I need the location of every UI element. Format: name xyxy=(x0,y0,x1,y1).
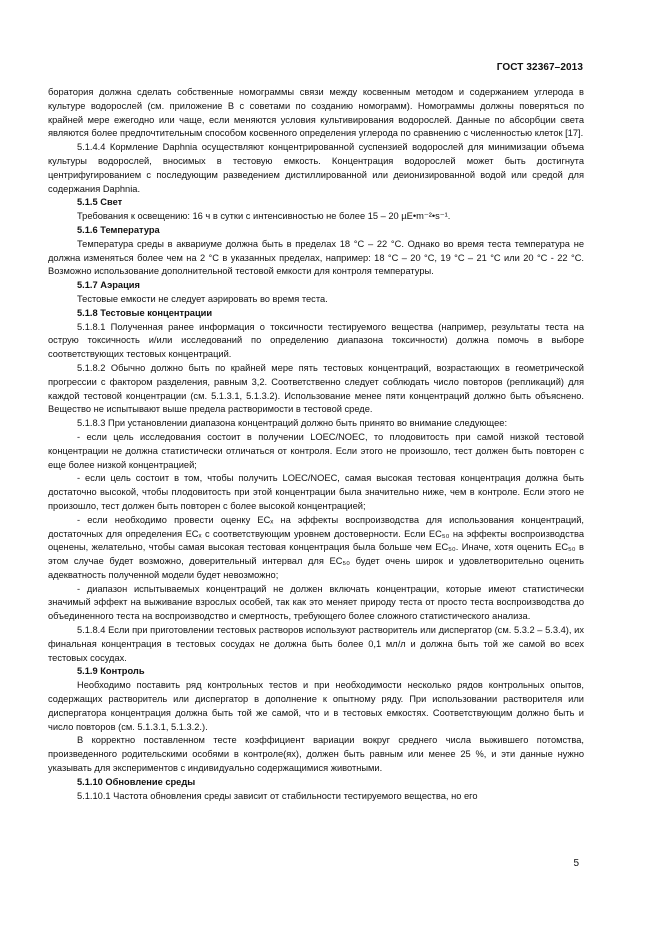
paragraph: Тестовые емкости не следует аэрировать во время теста. xyxy=(77,293,328,304)
paragraph: 5.1.8.2 Обычно должно быть по крайней мере пять тестовых концентраций, возрастающих в геометрической прогрессии с фактором разделения, равным 3,2. Соответственно следует соблюдать число повторов (репликаций) для каждой тестовой концентрации (см. 5.1.3.1, 5.1.3.2). Использование менее пяти концентраций должно быть объяснено. Вещество не испытывают выше предела растворимости в тестовой среде. xyxy=(48,362,584,415)
paragraph: боратория должна сделать собственные номограммы связи между косвенным методом и содержанием углерода в культуре водорослей (см. приложение В с советами по созданию номограмм). Номограммы должны поверяться по крайней мере ежегодно или чаще, если меняются условия культивирования водорослей. Данные по абсорбции света являются более предпочтительным способом косвенного определения углерода по сравнению с численностью клеток [17]. xyxy=(48,87,584,139)
document-body xyxy=(48,86,584,803)
paragraph: Температура среды в аквариуме должна быть в пределах 18 °С – 22 °С. Однако во время теста температура не должна изменяться более чем на 2 °С в указанных пределах, например: 18 °С – 20 °С, 19 °С – 21 °С или 20 °С - 22 °С. Возможно использование дополнительной тестовой емкости для контроля температуры. xyxy=(48,238,584,277)
section-heading: 5.1.5 Свет xyxy=(77,197,123,208)
paragraph: 5.1.10.1 Частота обновления среды зависит от стабильности тестируемого вещества, но его xyxy=(77,790,478,801)
section-heading: 5.1.7 Аэрация xyxy=(77,280,140,291)
paragraph: Требования к освещению: 16 ч в сутки с интенсивностью не более 15 – 20 µЕ•m⁻²•s⁻¹. xyxy=(77,211,451,222)
standard-header: ГОСТ 32367–2013 xyxy=(496,62,583,73)
section-heading: 5.1.10 Обновление среды xyxy=(77,776,196,787)
paragraph: 5.1.8.4 Если при приготовлении тестовых растворов используют растворитель или диспергатор (см. 5.3.2 – 5.3.4), их финальная концентрация в тестовых сосудах не должна быть более 0,1 мл/л и должна быть той же самой во всех тестовых сосудах. xyxy=(48,625,584,663)
paragraph: 5.1.8.3 При установлении диапазона концентраций должно быть принято во внимание следующее: xyxy=(77,418,508,429)
list-item: - если цель состоит в том, чтобы получить LOEC/NOEC, самая высокая тестовая концентрация должна быть достаточно высокой, чтобы плодовитость при этой концентрации была значительно ниже, чем в контроле. Если этого не произошло, тест должен быть повторен с более высокой концентрацией; xyxy=(48,473,584,511)
list-item: - диапазон испытываемых концентраций не должен включать концентрации, которые имеют статистически значимый эффект на выживание взрослых особей, так как это меняет природу теста от просто теста воспроизводства до объединенного теста на воспроизводство и смертность, требующего более сложного статистического анализа. xyxy=(48,583,584,622)
page-number: 5 xyxy=(573,858,579,869)
paragraph: Необходимо поставить ряд контрольных тестов и при необходимости несколько рядов контрольных опытов, содержащих растворитель или диспергатор в дополнение к опытному ряду. При использовании растворителя или диспергатора концентрация должна быть той же самой, что и в тестовых емкостях. Соответствующим должно быть и число повторов (см. 5.1.3.1, 5.1.3.2.). xyxy=(48,680,584,732)
section-heading: 5.1.6 Температура xyxy=(77,224,160,235)
paragraph: 5.1.4.4 Кормление Daphnia осуществляют концентрированной суспензией водорослей для минимизации объема культуры водорослей, вносимых в тестовую емкость. Концентрация водорослей может быть достигнута центрифугированием с последующим разведением дистиллированной или деионизированной водой или средой для содержания Daphnia. xyxy=(48,142,584,194)
paragraph: В корректно поставленном тесте коэффициент вариации вокруг среднего числа выжившего потомства, произведенного родительскими особями в контроле(ях), должен быть равным или менее 25 %, и эти данные нужно указывать для экспериментов с индивидуально содержащимися животными. xyxy=(48,735,584,774)
list-item: - если цель исследования состоит в получении LOEC/NOEC, то плодовитость при самой низкой тестовой концентрации не должна статистически отличаться от контроля. Если этого не произошло, тест должен быть повторен с еще более низкой концентрацией; xyxy=(48,431,584,470)
section-heading: 5.1.9 Контроль xyxy=(77,666,145,677)
paragraph: 5.1.8.1 Полученная ранее информация о токсичности тестируемого вещества (например, результаты теста на острую токсичность и/или исследований по определению диапазона токсичности) должна помочь в выборе соответствующих тестовых концентраций. xyxy=(48,321,584,360)
section-heading: 5.1.8 Тестовые концентрации xyxy=(77,307,213,318)
list-item: - если необходимо провести оценку ECₓ на эффекты воспроизводства для использования концентраций, достаточных для определения ECₓ с соответствующим уровнем достоверности. Если EC₅₀ на эффекты воспроизводства оценены, желательно, чтобы самая высокая тестовая концентрация была больше чем EC₅₀. Иначе, хотя оценить EC₅₀ в этом случае будет возможно, доверительный интервал для EC₅₀ будет очень широк и удовлетворительно оценить адекватность полученной модели будет невозможно; xyxy=(48,514,584,580)
